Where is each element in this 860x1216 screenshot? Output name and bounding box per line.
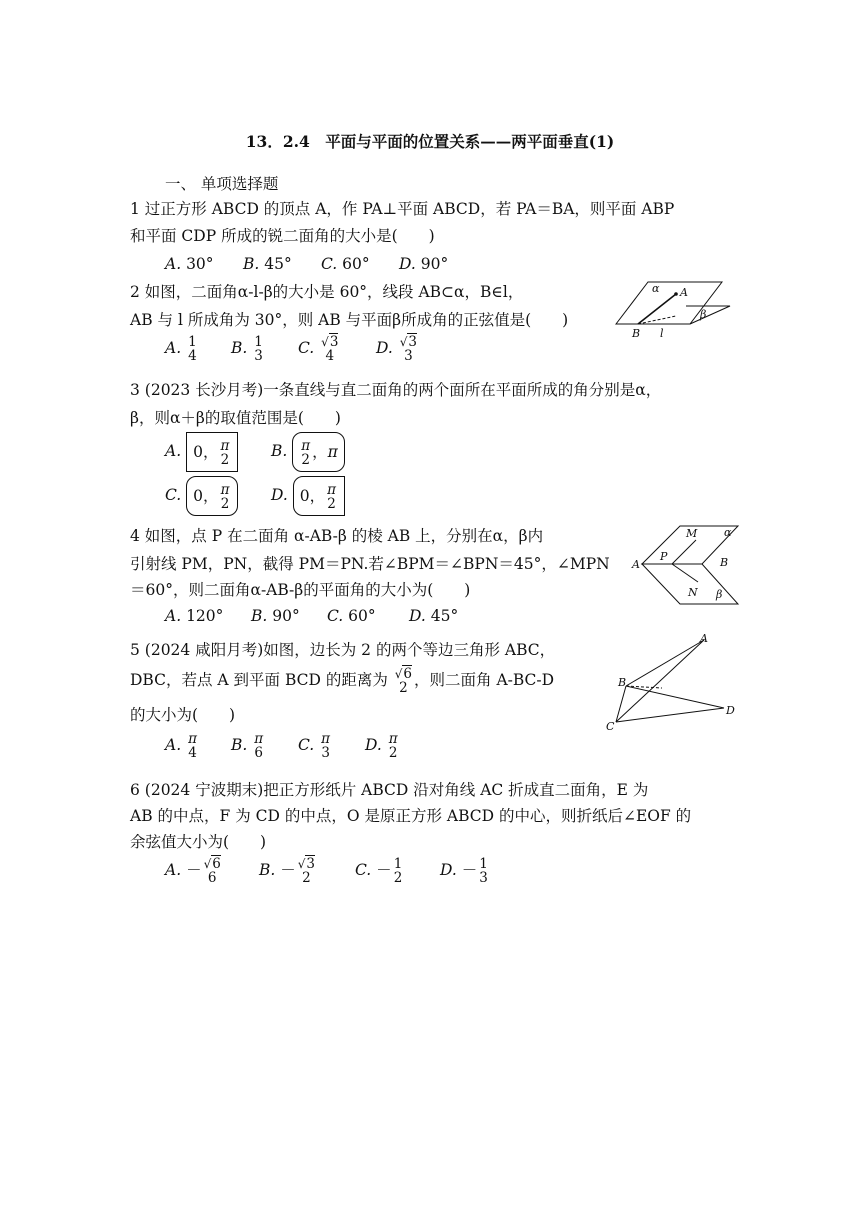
q3-line1: 3 (2023 长沙月考)一条直线与直二面角的两个面所在平面所成的角分别是α，	[130, 381, 662, 399]
q1-line2: 和平面 CDP 所成的锐二面角的大小是( )	[130, 227, 435, 245]
q6-line3: 余弦值大小为( )	[130, 833, 267, 851]
q4-option-a[interactable]: A. 120°	[165, 607, 224, 625]
q4-label-beta: β	[716, 588, 723, 601]
q6-line2: AB 的中点，F 为 CD 的中点，O 是原正方形 ABCD 的中心，则折纸后∠EOF 的	[130, 807, 692, 825]
q2-line2: AB 与 l 所成角为 30°，则 AB 与平面β所成角的正弦值是( )	[130, 311, 569, 329]
q6-option-a[interactable]: A. － √6 6	[165, 856, 221, 887]
q5-label-b: B	[618, 676, 627, 689]
q2-option-a[interactable]: A. 1 4	[165, 334, 197, 365]
q5-line1: 5 (2024 咸阳月考)如图，边长为 2 的两个等边三角形 ABC，	[130, 641, 556, 659]
q2-line1: 2 如图，二面角α-l-β的大小是 60°，线段 AB⊂α，B∈l，	[130, 283, 524, 301]
q4-line3: ＝60°，则二面角α-AB-β的平面角的大小为( )	[130, 581, 471, 599]
q5-line2: DBC，若点 A 到平面 BCD 的距离为 √6 2 ，则二面角 A-BC-D	[130, 666, 555, 697]
q4-line2: 引射线 PM，PN，截得 PM＝PN.若∠BPM＝∠BPN＝45°，∠MPN	[130, 555, 610, 573]
q5-option-c[interactable]: C. π 3	[298, 731, 331, 762]
q4-ray-pm	[672, 540, 696, 564]
q2-dihedral-figure	[612, 274, 736, 340]
q5-edge-cd	[616, 708, 724, 722]
q4-line1: 4 如图，点 P 在二面角 α-AB-β 的棱 AB 上，分别在α，β内	[130, 527, 544, 545]
q4-option-b[interactable]: B. 90°	[251, 607, 300, 625]
q3-option-c[interactable]: C. 0， π 2	[165, 476, 238, 516]
q3-option-b[interactable]: B. π 2 ，π	[271, 432, 345, 472]
q1-option-a[interactable]: A. 30°	[165, 255, 214, 273]
q3-option-d[interactable]: D. 0， π 2	[271, 476, 345, 516]
q5-option-b[interactable]: B. π 6	[231, 731, 264, 762]
q3-line2: β，则α＋β的取值范围是( )	[130, 409, 341, 427]
section-heading: 一、 单项选择题	[165, 175, 279, 193]
q4-label-alpha: α	[724, 526, 732, 539]
q5-option-d[interactable]: D. π 2	[365, 731, 398, 762]
q6-line1: 6 (2024 宁波期末)把正方形纸片 ABCD 沿对角线 AC 折成直二面角，E 为	[130, 781, 649, 799]
q2-option-b[interactable]: B. 1 3	[231, 334, 263, 365]
q4-label-p: P	[660, 550, 668, 563]
q1-option-c[interactable]: C. 60°	[321, 255, 370, 273]
q2-label-l: l	[660, 327, 664, 340]
q1-option-b[interactable]: B. 45°	[243, 255, 292, 273]
q5-option-a[interactable]: A. π 4	[165, 731, 197, 762]
q1-option-d[interactable]: D. 90°	[399, 255, 449, 273]
q1-line1: 1 过正方形 ABCD 的顶点 A，作 PA⊥平面 ABCD，若 PA＝BA，则平面 ABP	[130, 200, 675, 218]
page-title: 13．2.4 平面与平面的位置关系——两平面垂直(1)	[245, 132, 615, 151]
q4-label-n: N	[688, 586, 698, 599]
q6-option-b[interactable]: B. － √3 2	[259, 856, 316, 887]
q2-option-c[interactable]: C. √3 4	[298, 334, 339, 365]
q4-option-c[interactable]: C. 60°	[327, 607, 376, 625]
q5-edge-bd	[626, 686, 724, 708]
q5-edge-ab	[626, 640, 704, 686]
q4-label-b: B	[720, 556, 729, 569]
q5-line3: 的大小为( )	[130, 706, 236, 724]
q2-point-a	[674, 292, 678, 296]
q5-label-d: D	[726, 704, 735, 717]
q2-option-d[interactable]: D. √3 3	[376, 334, 417, 365]
q4-option-d[interactable]: D. 45°	[409, 607, 459, 625]
q5-label-a: A	[700, 632, 708, 645]
q5-label-c: C	[606, 720, 615, 733]
q2-label-a: A	[680, 286, 688, 299]
q4-dihedral-figure	[628, 520, 744, 608]
q4-label-m: M	[686, 527, 698, 540]
q2-label-beta: β	[700, 308, 707, 321]
q6-option-d[interactable]: D. － 1 3	[440, 856, 488, 887]
q5-edge-ac	[616, 640, 704, 722]
q5-distance-fraction: √6 2	[394, 666, 413, 697]
q3-option-a[interactable]: A. 0， π 2	[165, 432, 238, 472]
q5-triangles-figure	[600, 630, 746, 734]
q2-label-b: B	[632, 327, 641, 340]
q6-option-c[interactable]: C. － 1 2	[355, 856, 403, 887]
q2-segment-ab	[638, 294, 676, 324]
q4-label-a: A	[632, 558, 640, 571]
q5-edge-bc	[616, 686, 626, 722]
q4-ray-pn	[672, 564, 698, 582]
q2-label-alpha: α	[652, 282, 660, 295]
